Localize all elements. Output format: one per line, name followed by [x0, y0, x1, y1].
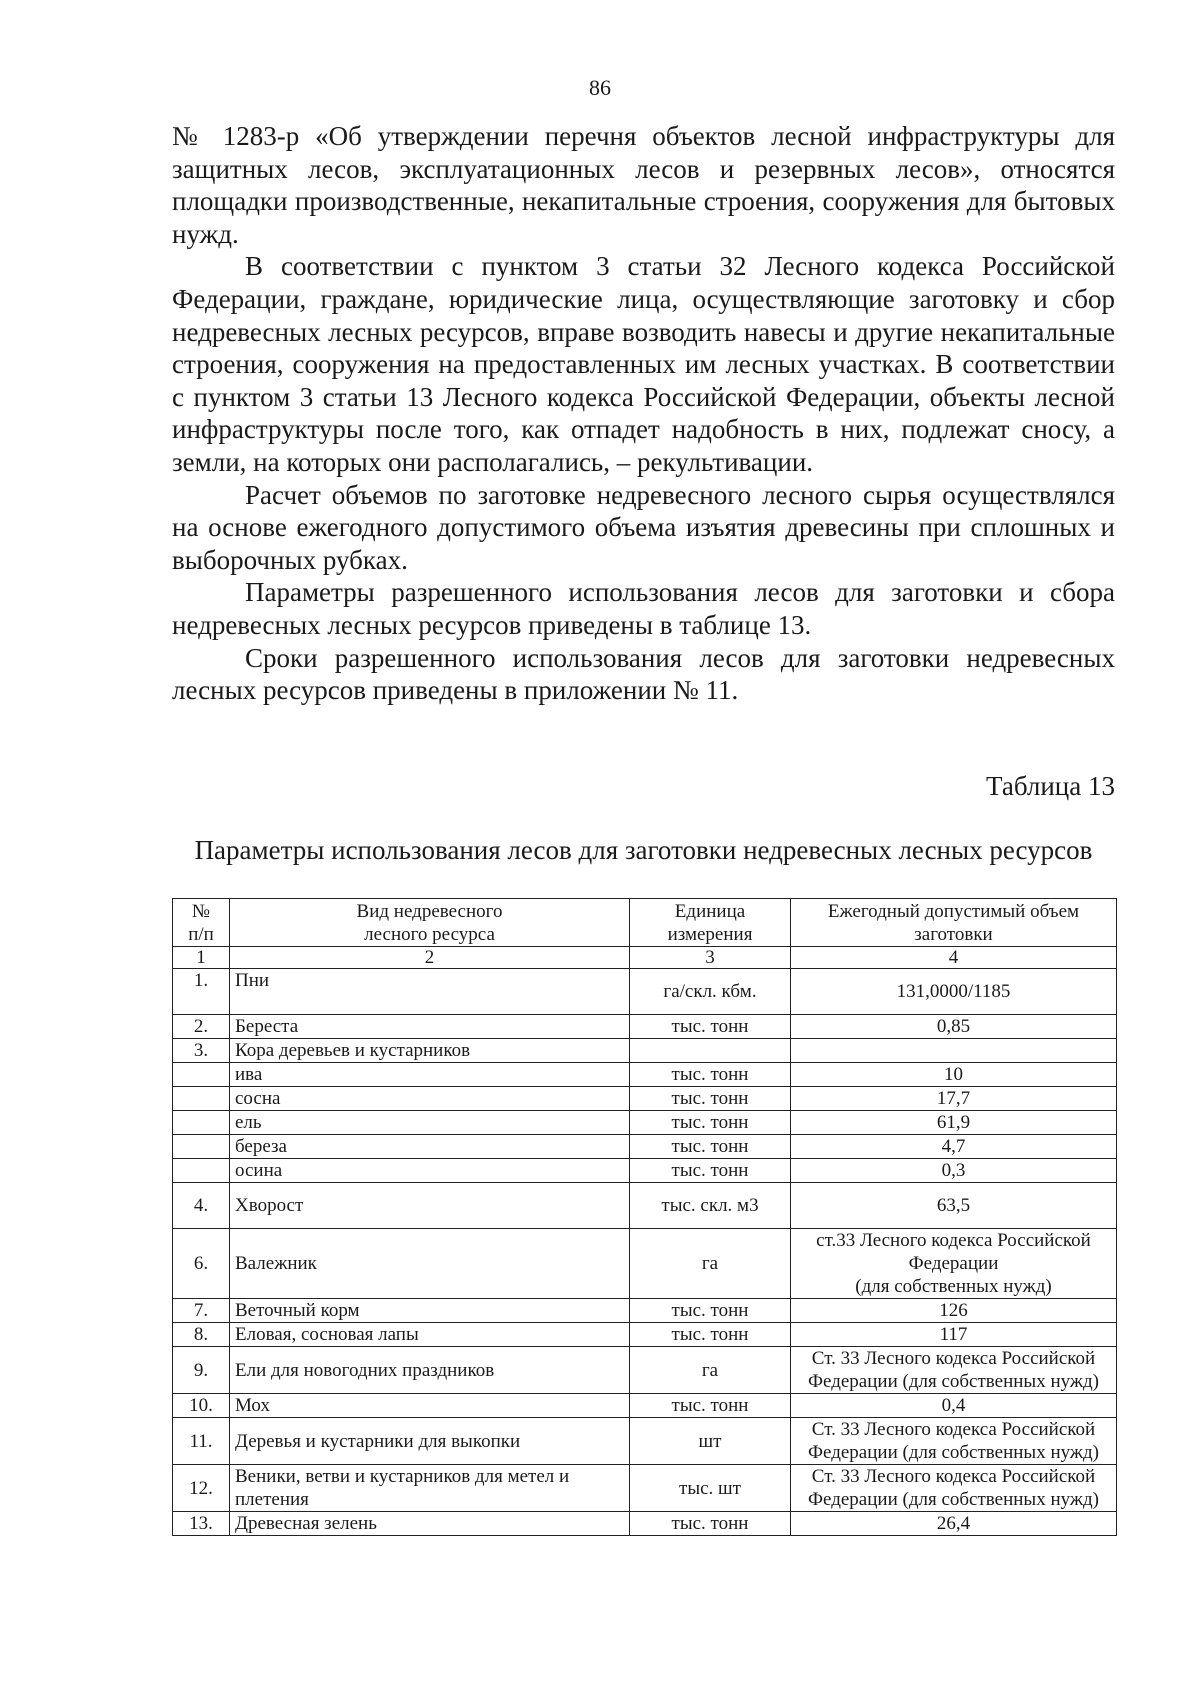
- row-unit: тыс. тонн: [630, 1512, 791, 1536]
- page-number: 86: [589, 75, 611, 100]
- row-volume: [791, 1229, 1117, 1299]
- row-number: [173, 1087, 230, 1111]
- table-row: [173, 1111, 1117, 1135]
- row-number: [173, 1063, 230, 1087]
- row-unit: тыс. тонн: [630, 1323, 791, 1347]
- table-row: [173, 1135, 1117, 1159]
- table-row: [173, 1039, 1117, 1063]
- table-row: [173, 1063, 1117, 1087]
- header-unit: [630, 899, 791, 947]
- volume-line: Ст. 33 Лесного кодекса Российской: [811, 1348, 1096, 1369]
- row-resource: сосна: [230, 1087, 630, 1111]
- table-header-row: [173, 899, 1117, 947]
- row-resource: Мох: [230, 1394, 630, 1418]
- header-text: лесного ресурса: [364, 923, 495, 945]
- header-annual-volume: [791, 899, 1117, 947]
- volume-line: Федерации: [908, 1253, 999, 1274]
- row-number: 6.: [173, 1229, 230, 1299]
- row-unit: тыс. тонн: [630, 1087, 791, 1111]
- row-volume: 4,7: [791, 1135, 1117, 1159]
- table-row: [173, 1512, 1117, 1536]
- table-title: Параметры использования лесов для заготовки недревесных лесных ресурсов: [194, 835, 1093, 865]
- volume-line: ст.33 Лесного кодекса Российской: [816, 1230, 1091, 1251]
- row-number: 3.: [173, 1039, 230, 1063]
- row-unit: га: [630, 1229, 791, 1299]
- parameters-table: [172, 898, 1117, 1536]
- header-text: №: [191, 900, 211, 922]
- row-unit: тыс. тонн: [630, 1299, 791, 1323]
- row-volume: 26,4: [791, 1512, 1117, 1536]
- header-text: Вид недревесного: [356, 900, 503, 922]
- row-number: 4.: [173, 1183, 230, 1229]
- volume-line: Федерации (для собственных нужд): [808, 1371, 1099, 1392]
- row-unit: тыс. тонн: [630, 1063, 791, 1087]
- row-volume: 63,5: [791, 1183, 1117, 1229]
- row-resource: береза: [230, 1135, 630, 1159]
- row-resource: Древесная зелень: [230, 1512, 630, 1536]
- table-row: [173, 1323, 1117, 1347]
- column-index: 1: [173, 947, 230, 969]
- row-resource: ель: [230, 1111, 630, 1135]
- column-index: 3: [630, 947, 791, 969]
- paragraph: Параметры разрешенного использования лесов для заготовки и сбора недревесных лесных ресурсов приведены в таблице 13.: [172, 577, 1115, 640]
- row-resource: Еловая, сосновая лапы: [230, 1323, 630, 1347]
- row-volume: [791, 1039, 1117, 1063]
- resource-line: плетения: [235, 1489, 309, 1510]
- volume-line: Федерации (для собственных нужд): [808, 1442, 1099, 1463]
- row-unit: шт: [630, 1418, 791, 1465]
- row-unit: га/скл. кбм.: [630, 969, 791, 1015]
- table-row: [173, 1159, 1117, 1183]
- row-number: 13.: [173, 1512, 230, 1536]
- header-resource-type: [230, 899, 630, 947]
- row-volume: [791, 1347, 1117, 1394]
- row-number: 10.: [173, 1394, 230, 1418]
- row-resource: Пни: [230, 969, 630, 1015]
- volume-line: Федерации (для собственных нужд): [808, 1489, 1099, 1510]
- header-num: [173, 899, 230, 947]
- column-index: 2: [230, 947, 630, 969]
- table-row: [173, 1465, 1117, 1512]
- row-unit: тыс. тонн: [630, 1015, 791, 1039]
- paragraph: Расчет объемов по заготовке недревесного лесного сырья осуществлялся на основе ежегодного допустимого объема изъятия древесины при сплошных и выборочных рубках.: [172, 479, 1115, 575]
- row-volume: 0,3: [791, 1159, 1117, 1183]
- volume-line: Ст. 33 Лесного кодекса Российской: [811, 1466, 1096, 1487]
- row-resource: Ели для новогодних праздников: [230, 1347, 630, 1394]
- volume-line: Ст. 33 Лесного кодекса Российской: [811, 1419, 1096, 1440]
- header-text: п/п: [188, 923, 214, 945]
- row-volume: 17,7: [791, 1087, 1117, 1111]
- volume-line: (для собственных нужд): [855, 1276, 1052, 1297]
- table-row: [173, 1229, 1117, 1299]
- table-row: [173, 1183, 1117, 1229]
- row-number: [173, 1135, 230, 1159]
- row-resource: Деревья и кустарники для выкопки: [230, 1418, 630, 1465]
- resource-line: Веники, ветви и кустарников для метел и: [235, 1466, 570, 1487]
- row-volume: 10: [791, 1063, 1117, 1087]
- row-volume: [791, 1465, 1117, 1512]
- row-unit: тыс. тонн: [630, 1111, 791, 1135]
- row-resource: [230, 1465, 630, 1512]
- table-row: [173, 1087, 1117, 1111]
- column-index: 4: [791, 947, 1117, 969]
- row-resource: осина: [230, 1159, 630, 1183]
- body-text: [172, 120, 1115, 707]
- paragraph: В соответствии с пунктом 3 статьи 32 Лесного кодекса Российской Федерации, граждане, юридические лица, осуществляющие заготовку и сбор недревесных лесных ресурсов, вправе возводить навесы и другие некапитальные строения, сооружения на предоставленных им лесных участках. В соответствии с пунктом 3 статьи 13 Лесного кодекса Российской Федерации, объекты лесной инфраструктуры после того, как отпадет надобность в них, подлежат сносу, а земли, на которых они располагались, – рекультивации.: [172, 251, 1115, 477]
- row-resource: ива: [230, 1063, 630, 1087]
- header-text: заготовки: [914, 923, 993, 945]
- row-resource: Береста: [230, 1015, 630, 1039]
- row-volume: 117: [791, 1323, 1117, 1347]
- row-unit: [630, 1039, 791, 1063]
- paragraph: Сроки разрешенного использования лесов для заготовки недревесных лесных ресурсов приведены в приложении № 11.: [172, 642, 1115, 706]
- row-resource: Хворост: [230, 1183, 630, 1229]
- header-text: Ежегодный допустимый объем: [827, 900, 1080, 922]
- row-number: 9.: [173, 1347, 230, 1394]
- table-row: [173, 1347, 1117, 1394]
- header-text: измерения: [667, 923, 753, 945]
- row-number: 12.: [173, 1465, 230, 1512]
- row-number: 11.: [173, 1418, 230, 1465]
- table-row: [173, 1015, 1117, 1039]
- row-volume: 0,4: [791, 1394, 1117, 1418]
- row-unit: тыс. тонн: [630, 1159, 791, 1183]
- paragraph: № 1283-р «Об утверждении перечня объектов лесной инфраструктуры для защитных лесов, эксплуатационных лесов и резервных лесов», относятся площадки производственные, некапитальные строения, сооружения для бытовых нужд.: [172, 121, 1115, 249]
- row-unit: тыс. тонн: [630, 1394, 791, 1418]
- row-number: 1.: [173, 969, 230, 1015]
- row-number: 7.: [173, 1299, 230, 1323]
- row-resource: Веточный корм: [230, 1299, 630, 1323]
- header-text: Единица: [674, 900, 746, 922]
- row-volume: 61,9: [791, 1111, 1117, 1135]
- row-number: [173, 1159, 230, 1183]
- row-resource: Кора деревьев и кустарников: [230, 1039, 630, 1063]
- row-number: 8.: [173, 1323, 230, 1347]
- table-row: [173, 969, 1117, 1015]
- row-unit: га: [630, 1347, 791, 1394]
- row-volume: 126: [791, 1299, 1117, 1323]
- row-unit: тыс. шт: [630, 1465, 791, 1512]
- table-row: [173, 1394, 1117, 1418]
- table-number-label: Таблица 13: [986, 771, 1115, 801]
- table-row: [173, 1299, 1117, 1323]
- row-resource: Валежник: [230, 1229, 630, 1299]
- column-index-row: [173, 947, 1117, 969]
- row-volume: [791, 1418, 1117, 1465]
- row-unit: тыс. тонн: [630, 1135, 791, 1159]
- row-number: 2.: [173, 1015, 230, 1039]
- row-number: [173, 1111, 230, 1135]
- row-unit: тыс. скл. м3: [630, 1183, 791, 1229]
- row-volume: 131,0000/1185: [791, 969, 1117, 1015]
- table-row: [173, 1418, 1117, 1465]
- row-volume: 0,85: [791, 1015, 1117, 1039]
